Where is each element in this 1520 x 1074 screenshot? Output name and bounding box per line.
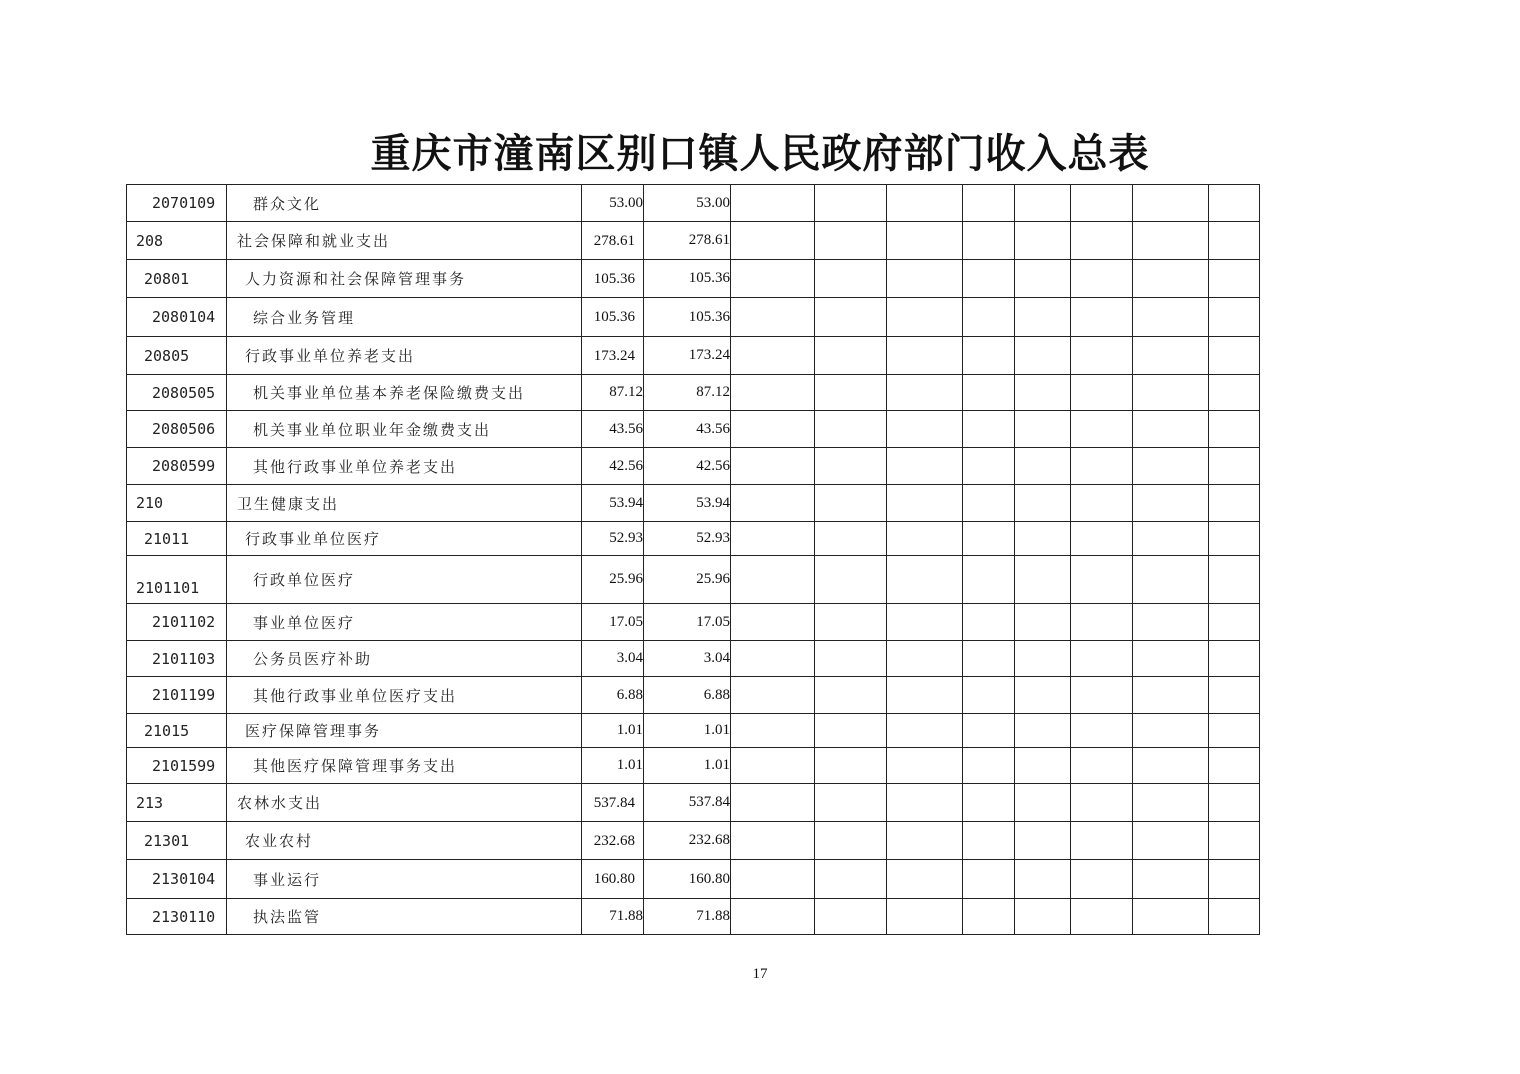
empty-cell	[815, 641, 887, 677]
empty-cell	[731, 260, 815, 298]
empty-cell	[1015, 375, 1071, 411]
empty-cell	[731, 748, 815, 784]
empty-cell	[1071, 260, 1133, 298]
row-name: 行政事业单位养老支出	[227, 337, 582, 375]
empty-cell	[731, 714, 815, 748]
row-total: 52.93	[644, 522, 731, 556]
empty-cell	[963, 298, 1015, 337]
empty-cell	[1133, 714, 1209, 748]
row-value: 173.24	[582, 337, 644, 375]
table-row	[127, 822, 1260, 860]
row-code: 2080104	[127, 298, 227, 337]
empty-cell	[731, 784, 815, 822]
empty-cell	[815, 604, 887, 641]
empty-cell	[815, 375, 887, 411]
empty-cell	[1071, 899, 1133, 935]
row-total: 1.01	[644, 748, 731, 784]
empty-cell	[1015, 222, 1071, 260]
empty-cell	[1071, 375, 1133, 411]
empty-cell	[887, 298, 963, 337]
table-row	[127, 748, 1260, 784]
row-value: 6.88	[582, 677, 644, 714]
empty-cell	[963, 822, 1015, 860]
empty-cell	[887, 485, 963, 522]
empty-cell	[1015, 522, 1071, 556]
row-name: 卫生健康支出	[227, 485, 582, 522]
row-code: 2130110	[127, 899, 227, 935]
empty-cell	[963, 748, 1015, 784]
row-total: 53.00	[644, 185, 731, 222]
empty-cell	[815, 784, 887, 822]
row-total: 1.01	[644, 714, 731, 748]
row-name: 农业农村	[227, 822, 582, 860]
empty-cell	[815, 222, 887, 260]
empty-cell	[1071, 556, 1133, 604]
row-name: 事业运行	[227, 860, 582, 899]
row-name: 农林水支出	[227, 784, 582, 822]
empty-cell	[815, 185, 887, 222]
row-value: 537.84	[582, 784, 644, 822]
empty-cell	[815, 860, 887, 899]
empty-cell	[731, 298, 815, 337]
row-code: 2080505	[127, 375, 227, 411]
row-value: 52.93	[582, 522, 644, 556]
empty-cell	[1133, 222, 1209, 260]
empty-cell	[731, 222, 815, 260]
empty-cell	[1133, 822, 1209, 860]
empty-cell	[731, 448, 815, 485]
table-row	[127, 411, 1260, 448]
row-code: 2070109	[127, 185, 227, 222]
empty-cell	[1209, 522, 1260, 556]
empty-cell	[963, 556, 1015, 604]
empty-cell	[731, 485, 815, 522]
empty-cell	[1071, 604, 1133, 641]
row-name: 执法监管	[227, 899, 582, 935]
empty-cell	[1015, 860, 1071, 899]
row-value: 71.88	[582, 899, 644, 935]
row-code: 20805	[127, 337, 227, 375]
empty-cell	[1071, 860, 1133, 899]
empty-cell	[1015, 485, 1071, 522]
empty-cell	[887, 522, 963, 556]
row-code: 2101599	[127, 748, 227, 784]
empty-cell	[1133, 522, 1209, 556]
empty-cell	[1209, 337, 1260, 375]
empty-cell	[1209, 822, 1260, 860]
empty-cell	[1209, 604, 1260, 641]
empty-cell	[1071, 714, 1133, 748]
empty-cell	[963, 260, 1015, 298]
empty-cell	[1133, 556, 1209, 604]
table-row	[127, 485, 1260, 522]
empty-cell	[887, 260, 963, 298]
empty-cell	[815, 714, 887, 748]
empty-cell	[815, 899, 887, 935]
row-total: 53.94	[644, 485, 731, 522]
empty-cell	[1015, 260, 1071, 298]
empty-cell	[1209, 485, 1260, 522]
empty-cell	[1209, 860, 1260, 899]
empty-cell	[1015, 714, 1071, 748]
empty-cell	[1015, 784, 1071, 822]
empty-cell	[963, 485, 1015, 522]
empty-cell	[731, 604, 815, 641]
row-total: 3.04	[644, 641, 731, 677]
empty-cell	[1209, 748, 1260, 784]
empty-cell	[1209, 714, 1260, 748]
row-total: 232.68	[644, 822, 731, 860]
empty-cell	[1133, 375, 1209, 411]
table-row	[127, 222, 1260, 260]
empty-cell	[887, 899, 963, 935]
row-value: 25.96	[582, 556, 644, 604]
table-row	[127, 185, 1260, 222]
row-total: 173.24	[644, 337, 731, 375]
row-value: 53.00	[582, 185, 644, 222]
table-row	[127, 677, 1260, 714]
empty-cell	[887, 860, 963, 899]
empty-cell	[887, 641, 963, 677]
row-total: 278.61	[644, 222, 731, 260]
row-value: 1.01	[582, 748, 644, 784]
empty-cell	[963, 411, 1015, 448]
empty-cell	[1133, 485, 1209, 522]
table-row	[127, 784, 1260, 822]
row-value: 1.01	[582, 714, 644, 748]
row-name: 机关事业单位职业年金缴费支出	[227, 411, 582, 448]
row-code: 2080506	[127, 411, 227, 448]
empty-cell	[1071, 748, 1133, 784]
empty-cell	[1209, 185, 1260, 222]
empty-cell	[1133, 784, 1209, 822]
document-title: 重庆市潼南区别口镇人民政府部门收入总表	[370, 130, 1150, 177]
table-row	[127, 860, 1260, 899]
empty-cell	[1071, 485, 1133, 522]
row-total: 537.84	[644, 784, 731, 822]
row-code: 2101199	[127, 677, 227, 714]
empty-cell	[731, 641, 815, 677]
row-code: 2101102	[127, 604, 227, 641]
row-code: 21011	[127, 522, 227, 556]
empty-cell	[1015, 185, 1071, 222]
row-code: 21015	[127, 714, 227, 748]
empty-cell	[887, 337, 963, 375]
table-row	[127, 260, 1260, 298]
income-table	[126, 184, 1260, 935]
row-total: 6.88	[644, 677, 731, 714]
table-row	[127, 641, 1260, 677]
empty-cell	[1071, 222, 1133, 260]
row-code: 2130104	[127, 860, 227, 899]
empty-cell	[1071, 448, 1133, 485]
empty-cell	[1133, 641, 1209, 677]
row-value: 160.80	[582, 860, 644, 899]
empty-cell	[1015, 641, 1071, 677]
empty-cell	[1071, 822, 1133, 860]
empty-cell	[1015, 822, 1071, 860]
row-code: 213	[127, 784, 227, 822]
empty-cell	[1133, 260, 1209, 298]
empty-cell	[887, 784, 963, 822]
row-name: 其他行政事业单位医疗支出	[227, 677, 582, 714]
row-value: 17.05	[582, 604, 644, 641]
empty-cell	[963, 185, 1015, 222]
row-code: 208	[127, 222, 227, 260]
empty-cell	[1209, 641, 1260, 677]
empty-cell	[1071, 185, 1133, 222]
empty-cell	[1071, 784, 1133, 822]
row-value: 232.68	[582, 822, 644, 860]
empty-cell	[1209, 411, 1260, 448]
empty-cell	[1133, 298, 1209, 337]
empty-cell	[815, 677, 887, 714]
row-name: 其他行政事业单位养老支出	[227, 448, 582, 485]
empty-cell	[1015, 411, 1071, 448]
row-value: 105.36	[582, 260, 644, 298]
empty-cell	[1133, 860, 1209, 899]
empty-cell	[963, 641, 1015, 677]
empty-cell	[963, 677, 1015, 714]
row-total: 43.56	[644, 411, 731, 448]
empty-cell	[887, 714, 963, 748]
empty-cell	[963, 860, 1015, 899]
empty-cell	[1209, 298, 1260, 337]
empty-cell	[1133, 185, 1209, 222]
empty-cell	[963, 337, 1015, 375]
empty-cell	[731, 860, 815, 899]
empty-cell	[963, 522, 1015, 556]
empty-cell	[731, 522, 815, 556]
row-code: 2080599	[127, 448, 227, 485]
empty-cell	[1133, 448, 1209, 485]
empty-cell	[1209, 260, 1260, 298]
empty-cell	[887, 185, 963, 222]
table-row	[127, 899, 1260, 935]
page-number: 17	[752, 966, 768, 982]
row-total: 105.36	[644, 260, 731, 298]
row-name: 行政事业单位医疗	[227, 522, 582, 556]
row-total: 160.80	[644, 860, 731, 899]
empty-cell	[1071, 411, 1133, 448]
empty-cell	[963, 222, 1015, 260]
empty-cell	[1071, 337, 1133, 375]
empty-cell	[731, 337, 815, 375]
table-row	[127, 522, 1260, 556]
empty-cell	[1015, 337, 1071, 375]
empty-cell	[1209, 677, 1260, 714]
empty-cell	[731, 411, 815, 448]
table-row	[127, 298, 1260, 337]
empty-cell	[963, 784, 1015, 822]
row-value: 105.36	[582, 298, 644, 337]
row-name: 其他医疗保障管理事务支出	[227, 748, 582, 784]
empty-cell	[1071, 522, 1133, 556]
empty-cell	[815, 556, 887, 604]
empty-cell	[963, 448, 1015, 485]
empty-cell	[1015, 899, 1071, 935]
empty-cell	[887, 222, 963, 260]
row-name: 公务员医疗补助	[227, 641, 582, 677]
row-code: 21301	[127, 822, 227, 860]
empty-cell	[1071, 677, 1133, 714]
empty-cell	[731, 556, 815, 604]
empty-cell	[1209, 784, 1260, 822]
empty-cell	[731, 822, 815, 860]
row-name: 医疗保障管理事务	[227, 714, 582, 748]
empty-cell	[1071, 641, 1133, 677]
table-row	[127, 604, 1260, 641]
row-value: 87.12	[582, 375, 644, 411]
empty-cell	[731, 375, 815, 411]
row-value: 53.94	[582, 485, 644, 522]
row-name: 机关事业单位基本养老保险缴费支出	[227, 375, 582, 411]
table-row	[127, 714, 1260, 748]
empty-cell	[815, 822, 887, 860]
empty-cell	[1015, 298, 1071, 337]
empty-cell	[1015, 604, 1071, 641]
row-total: 42.56	[644, 448, 731, 485]
table-row	[127, 448, 1260, 485]
empty-cell	[1209, 899, 1260, 935]
row-name: 事业单位医疗	[227, 604, 582, 641]
row-name: 人力资源和社会保障管理事务	[227, 260, 582, 298]
empty-cell	[815, 748, 887, 784]
empty-cell	[1133, 677, 1209, 714]
empty-cell	[1133, 899, 1209, 935]
empty-cell	[887, 375, 963, 411]
empty-cell	[1015, 677, 1071, 714]
row-value: 42.56	[582, 448, 644, 485]
empty-cell	[815, 522, 887, 556]
empty-cell	[1209, 556, 1260, 604]
empty-cell	[887, 822, 963, 860]
empty-cell	[1015, 448, 1071, 485]
row-total: 71.88	[644, 899, 731, 935]
empty-cell	[815, 260, 887, 298]
empty-cell	[963, 899, 1015, 935]
empty-cell	[731, 677, 815, 714]
empty-cell	[1133, 748, 1209, 784]
empty-cell	[1133, 411, 1209, 448]
empty-cell	[887, 677, 963, 714]
row-value: 3.04	[582, 641, 644, 677]
empty-cell	[1209, 222, 1260, 260]
row-value: 278.61	[582, 222, 644, 260]
empty-cell	[731, 899, 815, 935]
empty-cell	[1071, 298, 1133, 337]
row-total: 17.05	[644, 604, 731, 641]
empty-cell	[1133, 337, 1209, 375]
empty-cell	[1209, 375, 1260, 411]
empty-cell	[887, 604, 963, 641]
empty-cell	[815, 448, 887, 485]
empty-cell	[815, 485, 887, 522]
empty-cell	[887, 748, 963, 784]
row-code: 2101103	[127, 641, 227, 677]
row-code: 20801	[127, 260, 227, 298]
empty-cell	[963, 714, 1015, 748]
row-code: 2101101	[127, 556, 227, 604]
table-row	[127, 556, 1260, 604]
row-total: 87.12	[644, 375, 731, 411]
empty-cell	[731, 185, 815, 222]
empty-cell	[887, 556, 963, 604]
empty-cell	[1209, 448, 1260, 485]
row-total: 25.96	[644, 556, 731, 604]
empty-cell	[815, 337, 887, 375]
empty-cell	[815, 298, 887, 337]
table-row	[127, 375, 1260, 411]
empty-cell	[887, 448, 963, 485]
empty-cell	[1133, 604, 1209, 641]
row-code: 210	[127, 485, 227, 522]
empty-cell	[1015, 556, 1071, 604]
table-row	[127, 337, 1260, 375]
row-name: 社会保障和就业支出	[227, 222, 582, 260]
row-total: 105.36	[644, 298, 731, 337]
row-name: 群众文化	[227, 185, 582, 222]
row-name: 综合业务管理	[227, 298, 582, 337]
row-name: 行政单位医疗	[227, 556, 582, 604]
empty-cell	[963, 375, 1015, 411]
empty-cell	[963, 604, 1015, 641]
empty-cell	[887, 411, 963, 448]
empty-cell	[1015, 748, 1071, 784]
empty-cell	[815, 411, 887, 448]
row-value: 43.56	[582, 411, 644, 448]
